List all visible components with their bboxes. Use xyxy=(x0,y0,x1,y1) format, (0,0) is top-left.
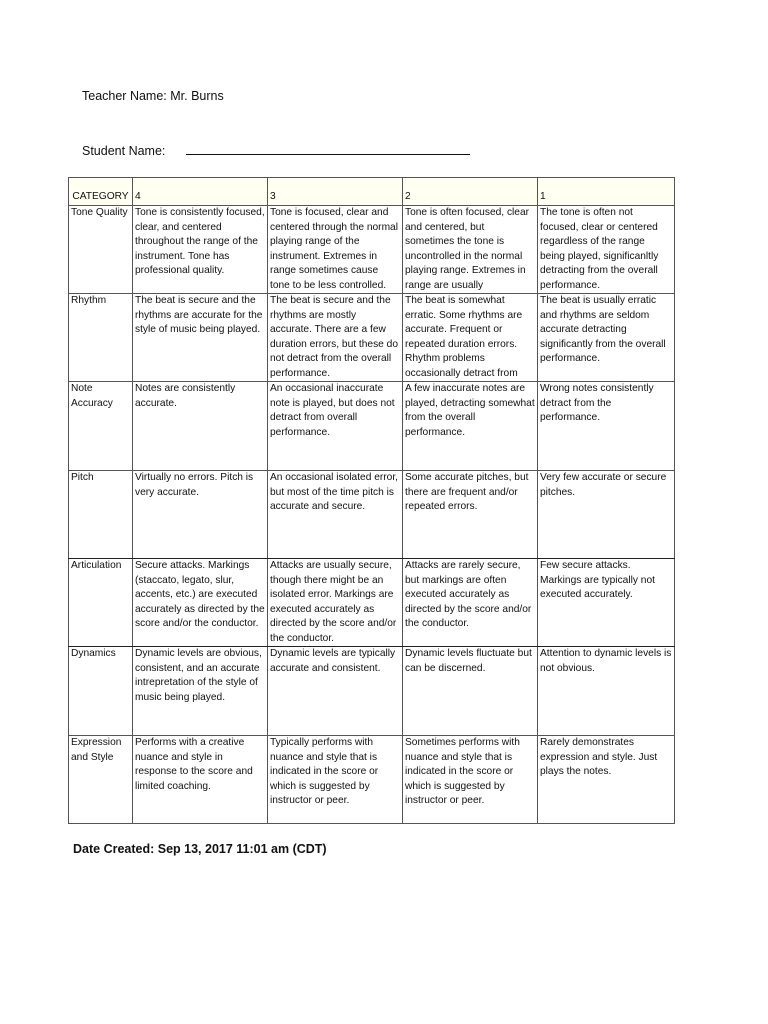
table-cell: The tone is often not focused, clear or centered regardless of the range being played, significanltly detracting from the overall performance. xyxy=(538,206,675,294)
table-cell: Very few accurate or secure pitches. xyxy=(538,471,675,559)
table-row xyxy=(69,206,675,294)
header-category: CATEGORY xyxy=(69,178,133,206)
rubric-table xyxy=(68,177,675,824)
table-cell: Tone is often focused, clear and centered, but sometimes the tone is uncontrolled in the normal playing range. Extremes in range are usually xyxy=(403,206,538,294)
row-category: Note Accuracy xyxy=(69,382,133,471)
table-cell: An occasional isolated error, but most of the time pitch is accurate and secure. xyxy=(268,471,403,559)
table-cell: Sometimes performs with nuance and style that is indicated in the score or which is suggested by instructor or peer. xyxy=(403,736,538,824)
table-cell: Notes are consistently accurate. xyxy=(133,382,268,471)
table-cell: Typically performs with nuance and style that is indicated in the score or which is suggested by instructor or peer. xyxy=(268,736,403,824)
table-row xyxy=(69,647,675,736)
table-cell: Attacks are usually secure, though there might be an isolated error. Markings are executed accurately as directed by the score and/or the conductor. xyxy=(268,559,403,647)
table-cell: Rarely demonstrates expression and style. Just plays the notes. xyxy=(538,736,675,824)
table-cell: Dynamic levels fluctuate but can be discerned. xyxy=(403,647,538,736)
table-cell: Secure attacks. Markings (staccato, legato, slur, accents, etc.) are executed accurately as directed by the score and/or the conductor. xyxy=(133,559,268,647)
date-created: Date Created: Sep 13, 2017 11:01 am (CDT) xyxy=(73,842,327,856)
table-cell: Tone is focused, clear and centered through the normal playing range of the instrument. Extremes in range sometimes cause tone to be less controlled. xyxy=(268,206,403,294)
header-score-3: 3 xyxy=(268,178,403,206)
table-cell: An occasional inaccurate note is played, but does not detract from overall performance. xyxy=(268,382,403,471)
table-cell: Attacks are rarely secure, but markings are often executed accurately as directed by the score and/or the conductor. xyxy=(403,559,538,647)
teacher-name-label: Teacher Name: xyxy=(82,89,167,103)
table-cell: Dynamic levels are obvious, consistent, and an accurate intrepretation of the style of music being played. xyxy=(133,647,268,736)
header-score-4: 4 xyxy=(133,178,268,206)
table-cell: Tone is consistently focused, clear, and centered throughout the range of the instrument. Tone has professional quality. xyxy=(133,206,268,294)
row-category: Dynamics xyxy=(69,647,133,736)
student-name-label: Student Name: xyxy=(82,144,166,158)
table-cell: Performs with a creative nuance and style in response to the score and limited coaching. xyxy=(133,736,268,824)
table-row xyxy=(69,294,675,382)
table-cell: The beat is usually erratic and rhythms are seldom accurate detracting significantly from the overall performance. xyxy=(538,294,675,382)
row-category: Rhythm xyxy=(69,294,133,382)
table-cell: A few inaccurate notes are played, detracting somewhat from the overall performance. xyxy=(403,382,538,471)
table-cell: Dynamic levels are typically accurate and consistent. xyxy=(268,647,403,736)
table-row xyxy=(69,471,675,559)
table-cell: The beat is secure and the rhythms are mostly accurate. There are a few duration errors, but these do not detract from the overall performance. xyxy=(268,294,403,382)
teacher-name-value: Mr. Burns xyxy=(170,89,224,103)
row-category: Pitch xyxy=(69,471,133,559)
table-cell: Wrong notes consistently detract from the performance. xyxy=(538,382,675,471)
header-score-2: 2 xyxy=(403,178,538,206)
teacher-name xyxy=(82,89,224,103)
student-name-blank-line xyxy=(186,143,470,155)
row-category: Articulation xyxy=(69,559,133,647)
table-cell: Some accurate pitches, but there are frequent and/or repeated errors. xyxy=(403,471,538,559)
table-cell: The beat is somewhat erratic. Some rhythms are accurate. Frequent or repeated duration errors. Rhythm problems occasionally detract from xyxy=(403,294,538,382)
table-row xyxy=(69,382,675,471)
table-cell: The beat is secure and the rhythms are accurate for the style of music being played. xyxy=(133,294,268,382)
table-cell: Few secure attacks. Markings are typically not executed accurately. xyxy=(538,559,675,647)
table-cell: Virtually no errors. Pitch is very accurate. xyxy=(133,471,268,559)
rubric-header-row xyxy=(69,178,675,206)
table-row xyxy=(69,559,675,647)
student-name xyxy=(82,143,470,158)
table-cell: Attention to dynamic levels is not obvious. xyxy=(538,647,675,736)
table-row xyxy=(69,736,675,824)
header-score-1: 1 xyxy=(538,178,675,206)
row-category: Expression and Style xyxy=(69,736,133,824)
row-category: Tone Quality xyxy=(69,206,133,294)
